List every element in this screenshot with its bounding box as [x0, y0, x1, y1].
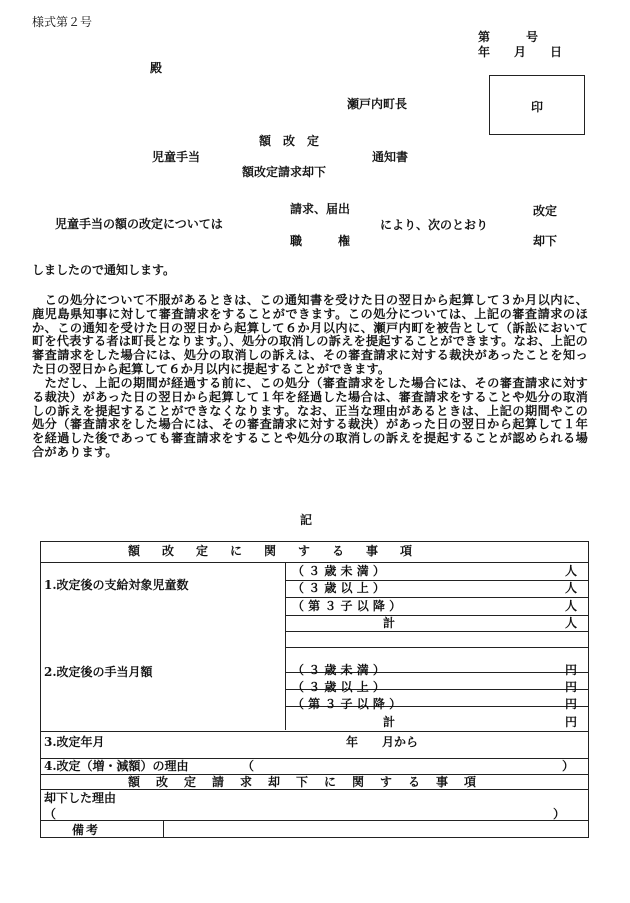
- title-option-rejection: 額改定請求却下: [242, 165, 327, 179]
- title-prefix: 児童手当: [152, 150, 201, 164]
- item-revision-date-label: 3.改定年月: [44, 735, 105, 749]
- third-child-onward: （ 第 ３ 子 以 降 ）: [292, 599, 402, 613]
- unit-yen: 円: [565, 697, 578, 711]
- item-monthly-amount-label: 2.改定後の手当月額: [44, 665, 153, 679]
- issuer-name: 瀬戸内町長: [347, 97, 408, 111]
- unit-persons: 人: [565, 616, 578, 630]
- revision-reason-close-paren: ）: [562, 759, 575, 773]
- unit-yen: 円: [565, 715, 578, 729]
- children-3-and-over: （ ３ 歳 以 上 ）: [292, 581, 385, 595]
- intro-closing: しましたので通知します。: [32, 263, 176, 277]
- basis-ex-officio: 職 権: [290, 234, 351, 248]
- item-revision-reason-label: 4.改定（増・減額）の理由: [44, 759, 189, 773]
- revision-date-value: 年 月から: [346, 735, 419, 749]
- title-suffix: 通知書: [372, 150, 409, 164]
- rejection-reason-open-paren: （: [44, 807, 57, 821]
- revision-section-header: 額改定に関する事項: [128, 544, 435, 558]
- notice-paragraph-deadline: ただし、上記の期間が経過する前に、この処分（審査請求をした場合には、その審査請求に対する裁決）があった日の翌日から起算して１年を経過した場合は、審査請求をすることや処分の取消しの訴えを提起することができなくなります。なお、正当な理由があるときは、上記の期間やこの処分（審査請求をした場合には、その審査請求に対する裁決）があった日の翌日から起算して１年を経過した後であっても審査請求をすることや処分の取消しの訴えを提起することが認められる場合があります。: [32, 376, 588, 459]
- basis-request: 請求、届出: [290, 202, 351, 216]
- item-child-count-label: 1.改定後の支給対象児童数: [44, 578, 189, 592]
- amount-total-label: 計: [383, 715, 396, 729]
- document-number-label: 第 号: [478, 30, 539, 44]
- unit-persons: 人: [565, 581, 578, 595]
- unit-persons: 人: [565, 564, 578, 578]
- intro-middle: により、次のとおり: [380, 218, 489, 232]
- children-under-3: （ ３ 歳 未 満 ）: [292, 564, 385, 578]
- date-label: 年 月 日: [478, 45, 563, 59]
- result-revision: 改定: [533, 204, 558, 218]
- unit-yen: 円: [565, 663, 578, 677]
- seal-box: [489, 75, 585, 135]
- rejection-reason-close-paren: ）: [553, 807, 566, 821]
- intro-lead: 児童手当の額の改定については: [55, 217, 223, 231]
- rejection-section-header: 額改定請求却下に関する事項: [128, 775, 493, 789]
- rejection-reason-label: 却下した理由: [44, 791, 117, 805]
- seal-mark: 印: [530, 100, 543, 114]
- children-total-label: 計: [383, 616, 396, 630]
- ki-heading: 記: [300, 513, 313, 527]
- remarks-label: 備考: [72, 823, 101, 837]
- form-number: 様式第２号: [32, 15, 93, 29]
- unit-yen: 円: [565, 680, 578, 694]
- addressee-suffix: 殿: [150, 61, 163, 75]
- result-rejection: 却下: [533, 234, 558, 248]
- unit-persons: 人: [565, 599, 578, 613]
- revision-reason-open-paren: （: [242, 759, 255, 773]
- notice-paragraph-appeal: この処分について不服があるときは、この通知書を受けた日の翌日から起算して３か月以内に、鹿児島県知事に対して審査請求をすることができます。この処分については、上記の審査請求のほか、この通知を受けた日の翌日から起算して６か月以内に、瀬戸内町を被告として（訴訟において町を代表する者は町長となります。）、処分の取消しの訴えを提起することができます。なお、上記の審査請求をした場合には、処分の取消しの訴えは、その審査請求に対する裁決があったことを知った日の翌日から起算して６か月以内に提起することができます。: [32, 293, 588, 376]
- amount-3-and-over: （ ３ 歳 以 上 ）: [292, 680, 385, 694]
- amount-third-child-onward: （ 第 ３ 子 以 降 ）: [292, 697, 402, 711]
- title-option-revision: 額 改 定: [259, 134, 320, 148]
- amount-under-3: （ ３ 歳 未 満 ）: [292, 663, 385, 677]
